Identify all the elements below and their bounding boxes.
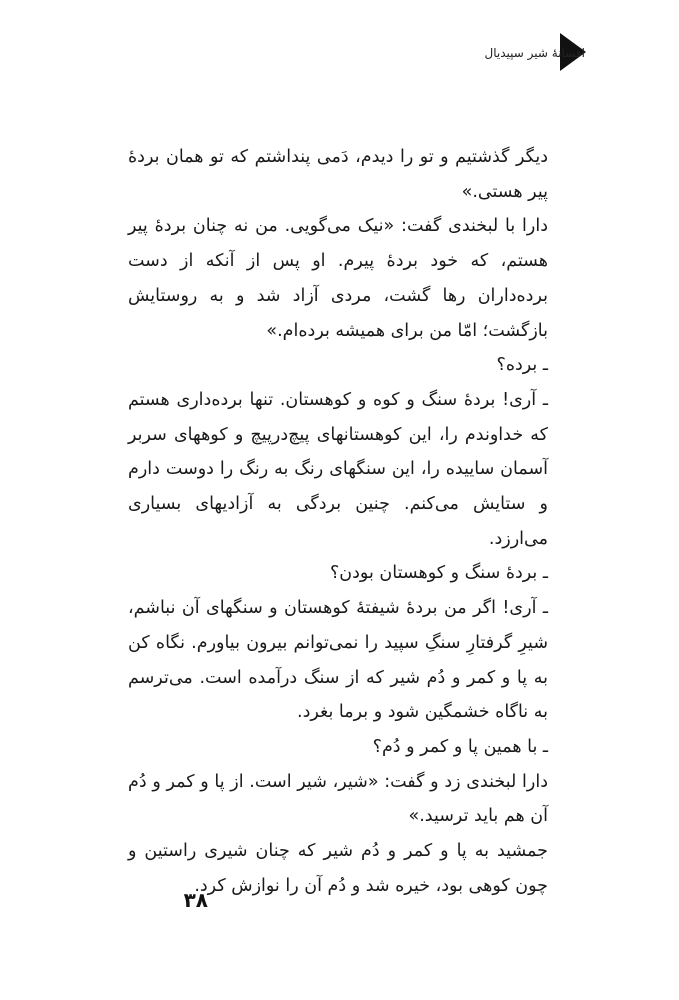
paragraph: ـ آری! اگر من بردهٔ شیفتهٔ کوهستان و سنگهای آن نباشم، شیرِ گرفتارِ سنگِ سپید را نمی‌توانم بیرون بیاورم. نگاه کن به پا و کمر و دُم شیر که از سنگ درآمده است. می‌ترسم به ناگاه خشمگین شود و برما بغرد. — [128, 598, 548, 723]
paragraph: ـ بردهٔ سنگ و کوهستان بودن؟ — [329, 563, 548, 584]
paragraph: جمشید به پا و کمر و دُم شیر که چنان شیری راستین و چون کوهی بود، خیره شد و دُم آن را نوازش کرد. — [128, 841, 548, 896]
paragraph: دیگر گذشتیم و تو را دیدم، دَمی پنداشتم که تو همان بردهٔ پیر هستی.» — [128, 147, 548, 202]
paragraph: ـ با همین پا و کمر و دُم؟ — [372, 736, 548, 757]
paragraph: ـ آری! بردهٔ سنگ و کوه و کوهستان. تنها برده‌داری هستم که خداوندم را، این کوهستانهای پیچ‌درپیچ و کوههای سربر آسمان ساییده را، این سنگهای رنگ به رنگ را دوست دارم و ستایش می‌کنم. چنین بردگی به آزادیهای بسیاری می‌ارزد. — [128, 389, 548, 549]
paragraph: ـ برده؟ — [496, 355, 548, 376]
running-header: افسانهٔ شیر سپیدیال — [484, 46, 585, 60]
paragraph: دارا با لبخندی گفت: «نیک می‌گویی. من نه چنان بردهٔ پیر هستم، که خود بردهٔ پیرم. او پس از آنکه از دست برده‌داران رها گشت، مردی آزاد شد و به روستایش بازگشت؛ امّا من برای همیشه برده‌ام.» — [128, 216, 548, 341]
page-number: ۳۸ — [183, 888, 208, 912]
paragraph: دارا لبخندی زد و گفت: «شیر، شیر است. از پا و کمر و دُم آن هم باید ترسید.» — [128, 771, 548, 827]
page-body — [128, 140, 548, 903]
